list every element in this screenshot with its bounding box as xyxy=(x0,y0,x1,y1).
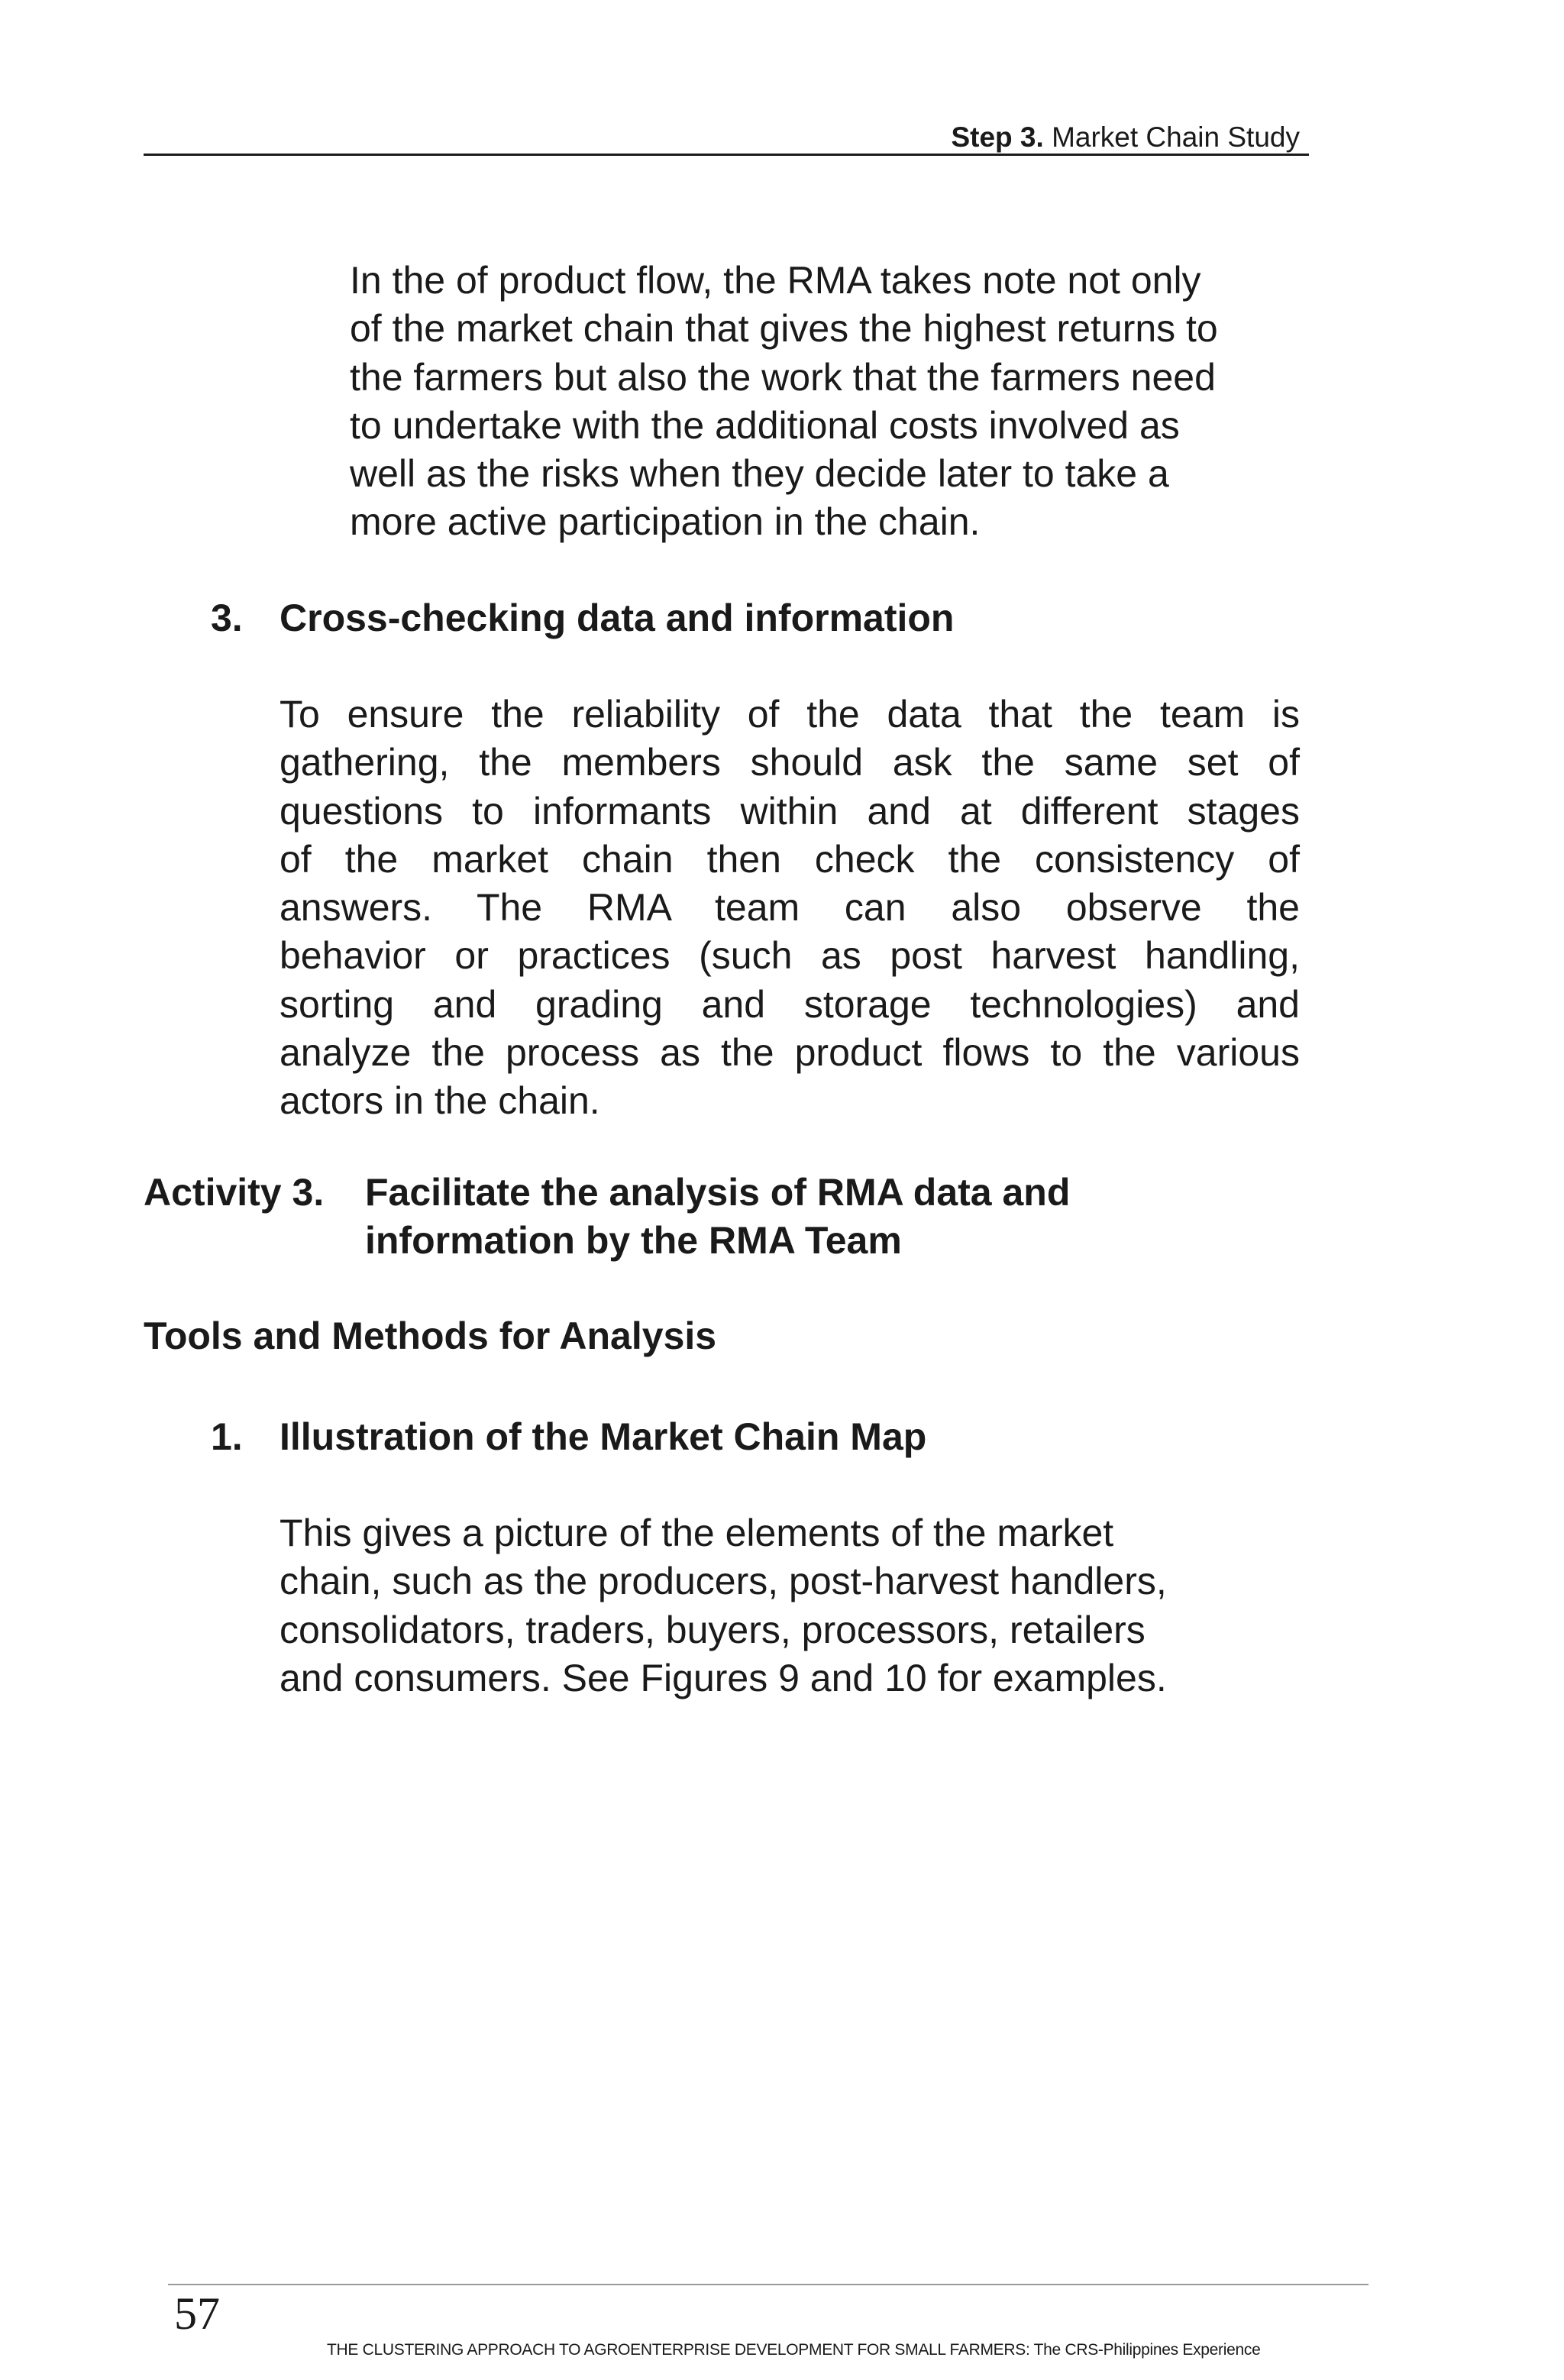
intro-line: of the market chain that gives the highest returns to xyxy=(350,307,1218,351)
intro-line: to undertake with the additional costs involved as xyxy=(350,403,1180,447)
activity-heading xyxy=(144,1169,1213,1265)
section-3-title: Cross-checking data and information xyxy=(280,597,955,639)
tools-heading: Tools and Methods for Analysis xyxy=(144,1314,717,1357)
running-header-text xyxy=(951,121,1300,154)
running-header xyxy=(144,113,1309,156)
section-3-line: questions to informants within and at different stages xyxy=(280,789,1300,833)
activity-title-line-1: Facilitate the analysis of RMA data and xyxy=(365,1171,1071,1214)
footer-rule xyxy=(168,2284,1368,2285)
section-3-line: analyze the process as the product flows to the various xyxy=(280,1031,1300,1075)
section-1-paragraph xyxy=(280,1509,1303,1703)
intro-line: well as the risks when they decide later to take a xyxy=(350,452,1169,496)
activity-label: Activity 3. xyxy=(144,1171,325,1214)
section-1-title: Illustration of the Market Chain Map xyxy=(280,1415,927,1458)
page-number: 57 xyxy=(174,2288,220,2339)
section-3-line: of the market chain then check the consistency of xyxy=(280,837,1300,881)
intro-paragraph xyxy=(350,257,1304,547)
section-title: Market Chain Study xyxy=(1052,121,1300,153)
section-1-number: 1. xyxy=(211,1415,243,1458)
step-label: Step 3. xyxy=(951,121,1044,153)
section-3-line: gathering, the members should ask the same set of xyxy=(280,741,1300,784)
section-3-line: answers. The RMA team can also observe the xyxy=(280,886,1300,930)
section-1-heading xyxy=(211,1413,1127,1461)
activity-title-line-2: information by the RMA Team xyxy=(365,1219,902,1262)
intro-line: In the of product flow, the RMA takes note not only xyxy=(350,259,1201,302)
intro-line: the farmers but also the work that the farmers need xyxy=(350,355,1216,399)
section-3-number: 3. xyxy=(211,597,243,639)
intro-line: more active participation in the chain. xyxy=(350,500,981,544)
footer-book-title: THE CLUSTERING APPROACH TO AGROENTERPRISE DEVELOPMENT FOR SMALL FARMERS: The CRS-Philippines Experience xyxy=(327,2341,1261,2359)
section-1-line: chain, such as the producers, post-harvest handlers, xyxy=(280,1560,1167,1603)
section-3-paragraph xyxy=(280,690,1300,1126)
section-1-line: consolidators, traders, buyers, processors, retailers xyxy=(280,1608,1146,1651)
section-3-line: actors in the chain. xyxy=(280,1079,600,1123)
section-3-line: behavior or practices (such as post harvest handling, xyxy=(280,934,1300,978)
section-1-line: and consumers. See Figures 9 and 10 for examples. xyxy=(280,1656,1167,1699)
section-3-line: sorting and grading and storage technologies) and xyxy=(280,982,1300,1026)
section-3-line: To ensure the reliability of the data that the team is xyxy=(280,693,1300,736)
section-1-line: This gives a picture of the elements of the market xyxy=(280,1512,1114,1554)
section-3-heading xyxy=(211,594,1127,642)
